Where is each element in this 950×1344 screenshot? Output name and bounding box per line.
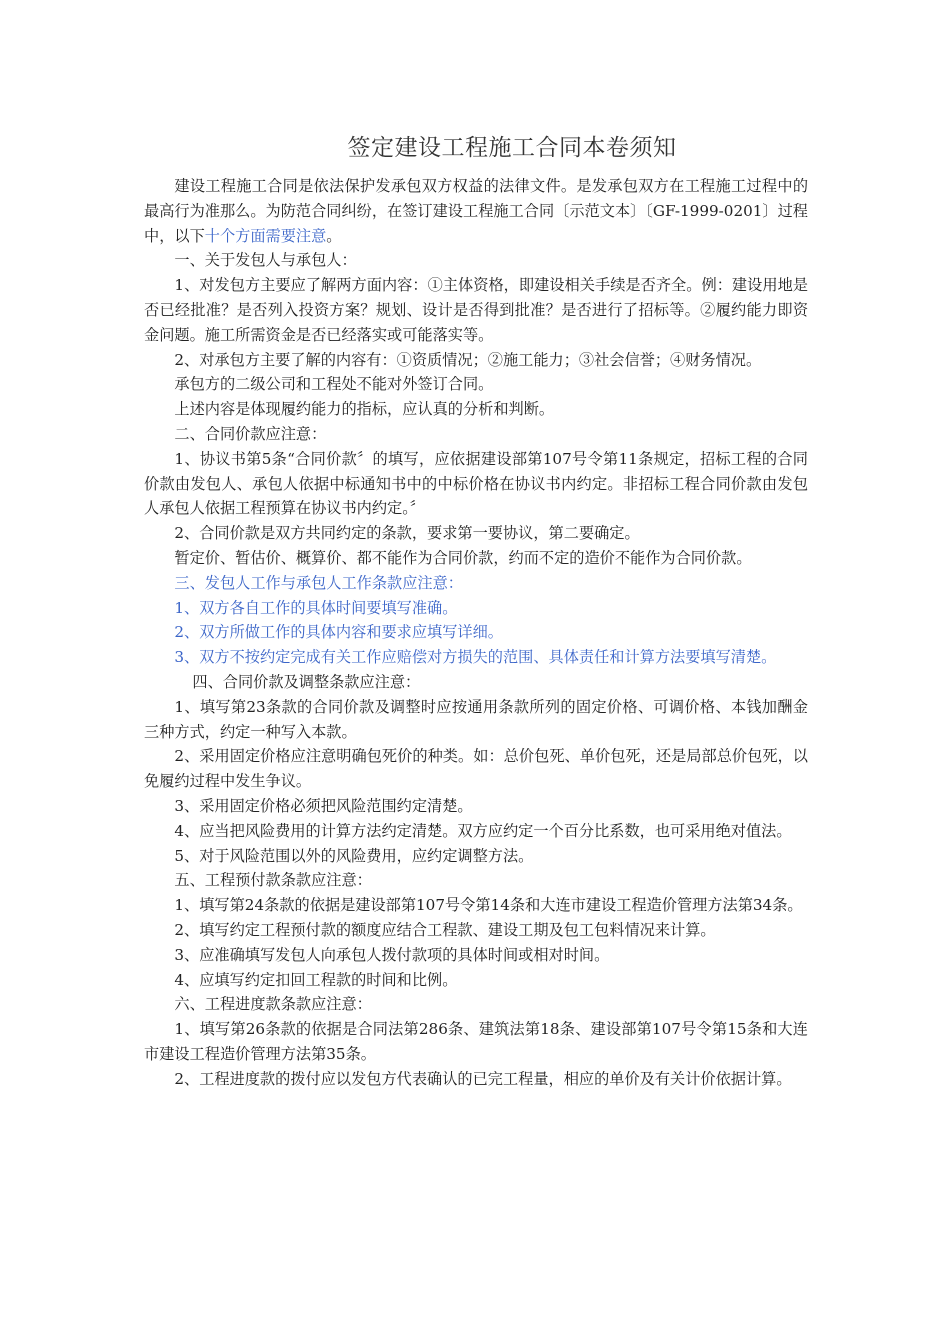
- intro-text-end: 。: [326, 226, 342, 245]
- paragraph: 5、对于风险范围以外的风险费用，应约定调整方法。: [174, 846, 534, 865]
- paragraph: 3、应准确填写发包人向承包人拨付款项的具体时间或相对时间。: [174, 945, 610, 964]
- ten-aspects-link[interactable]: 十个方面需要注意: [204, 226, 327, 245]
- section-6-heading: 六、工程进度款条款应注意：: [174, 995, 372, 1014]
- paragraph: 2、合同价款是双方共同约定的条款，要求第一要协议，第二要确定。: [174, 524, 640, 543]
- paragraph: 承包方的二级公司和工程处不能对外签订合同。: [174, 375, 494, 394]
- paragraph: 暂定价、暂估价、概算价、都不能作为合同价款，约而不定的造价不能作为合同价款。: [174, 548, 752, 567]
- intro-paragraph: [144, 174, 808, 248]
- paragraph: 2、双方所做工作的具体内容和要求应填写详细。: [174, 623, 503, 642]
- paragraph: 2、对承包方主要了解的内容有：①资质情况；②施工能力；③社会信誉；④财务情况。: [174, 350, 762, 369]
- document-page: [144, 130, 808, 1091]
- paragraph: 2、采用固定价格应注意明确包死价的种类。如：总价包死、单价包死，还是局部总价包死，以免履约过程中发生争议。: [144, 747, 808, 791]
- paragraph: 1、协议书第5条“合同价款〞的填写，应依据建设部第107号令第11条规定，招标工程的合同价款由发包人、承包人依据中标通知书中的中标价格在协议书内约定。非招标工程合同价款由发包人承包人依据工程预算在协议书内约定。〞: [144, 449, 808, 518]
- paragraph: 1、对发包方主要应了解两方面内容：①主体资格，即建设相关手续是否齐全。例：建设用地是否已经批准？是否列入投资方案？规划、设计是否得到批准？是否进行了招标等。②履约能力即资金问题。施工所需资金是否已经落实或可能落实等。: [144, 276, 808, 344]
- paragraph: 2、工程进度款的拨付应以发包方代表确认的已完工程量，相应的单价及有关计价依据计算。: [174, 1069, 792, 1088]
- paragraph: 1、填写第23条款的合同价款及调整时应按通用条款所列的固定价格、可调价格、本钱加酬金三种方式，约定一种写入本款。: [144, 697, 808, 741]
- section-4-heading: 四、合同价款及调整条款应注意：: [192, 672, 421, 691]
- paragraph: 4、应填写约定扣回工程款的时间和比例。: [174, 970, 458, 989]
- paragraph: 3、采用固定价格必须把风险范围约定清楚。: [174, 796, 473, 815]
- paragraph: 上述内容是体现履约能力的指标，应认真的分析和判断。: [174, 400, 555, 419]
- document-title: 签定建设工程施工合同本卷须知: [347, 135, 677, 161]
- paragraph: 3、双方不按约定完成有关工作应赔偿对方损失的范围、具体责任和计算方法要填写清楚。: [174, 648, 777, 667]
- paragraph: 1、填写第24条款的依据是建设部第107号令第14条和大连市建设工程造价管理方法第34条。: [174, 896, 803, 915]
- paragraph: 1、填写第26条款的依据是合同法第286条、建筑法第18条、建设部第107号令第15条和大连市建设工程造价管理方法第35条。: [144, 1020, 808, 1063]
- section-2-heading: 二、合同价款应注意：: [174, 424, 327, 443]
- section-1-heading: 一、关于发包人与承包人：: [174, 251, 357, 270]
- intro-text: 建设工程施工合同是依法保护发承包双方权益的法律文件。是发承包双方在工程施工过程中的最高行为准那么。为防范合同纠纷，在签订建设工程施工合同〔示范文本〕〔GF-1999-0201〕过程中，以下: [144, 177, 808, 245]
- paragraph: 4、应当把风险费用的计算方法约定清楚。双方应约定一个百分比系数，也可采用绝对值法。: [174, 821, 792, 840]
- paragraph: 1、双方各自工作的具体时间要填写准确。: [174, 598, 458, 617]
- section-5-heading: 五、工程预付款条款应注意：: [174, 871, 372, 890]
- section-3-heading: 三、发包人工作与承包人工作条款应注意：: [174, 573, 463, 592]
- paragraph: 2、填写约定工程预付款的额度应结合工程款、建设工期及包工包料情况来计算。: [174, 920, 716, 939]
